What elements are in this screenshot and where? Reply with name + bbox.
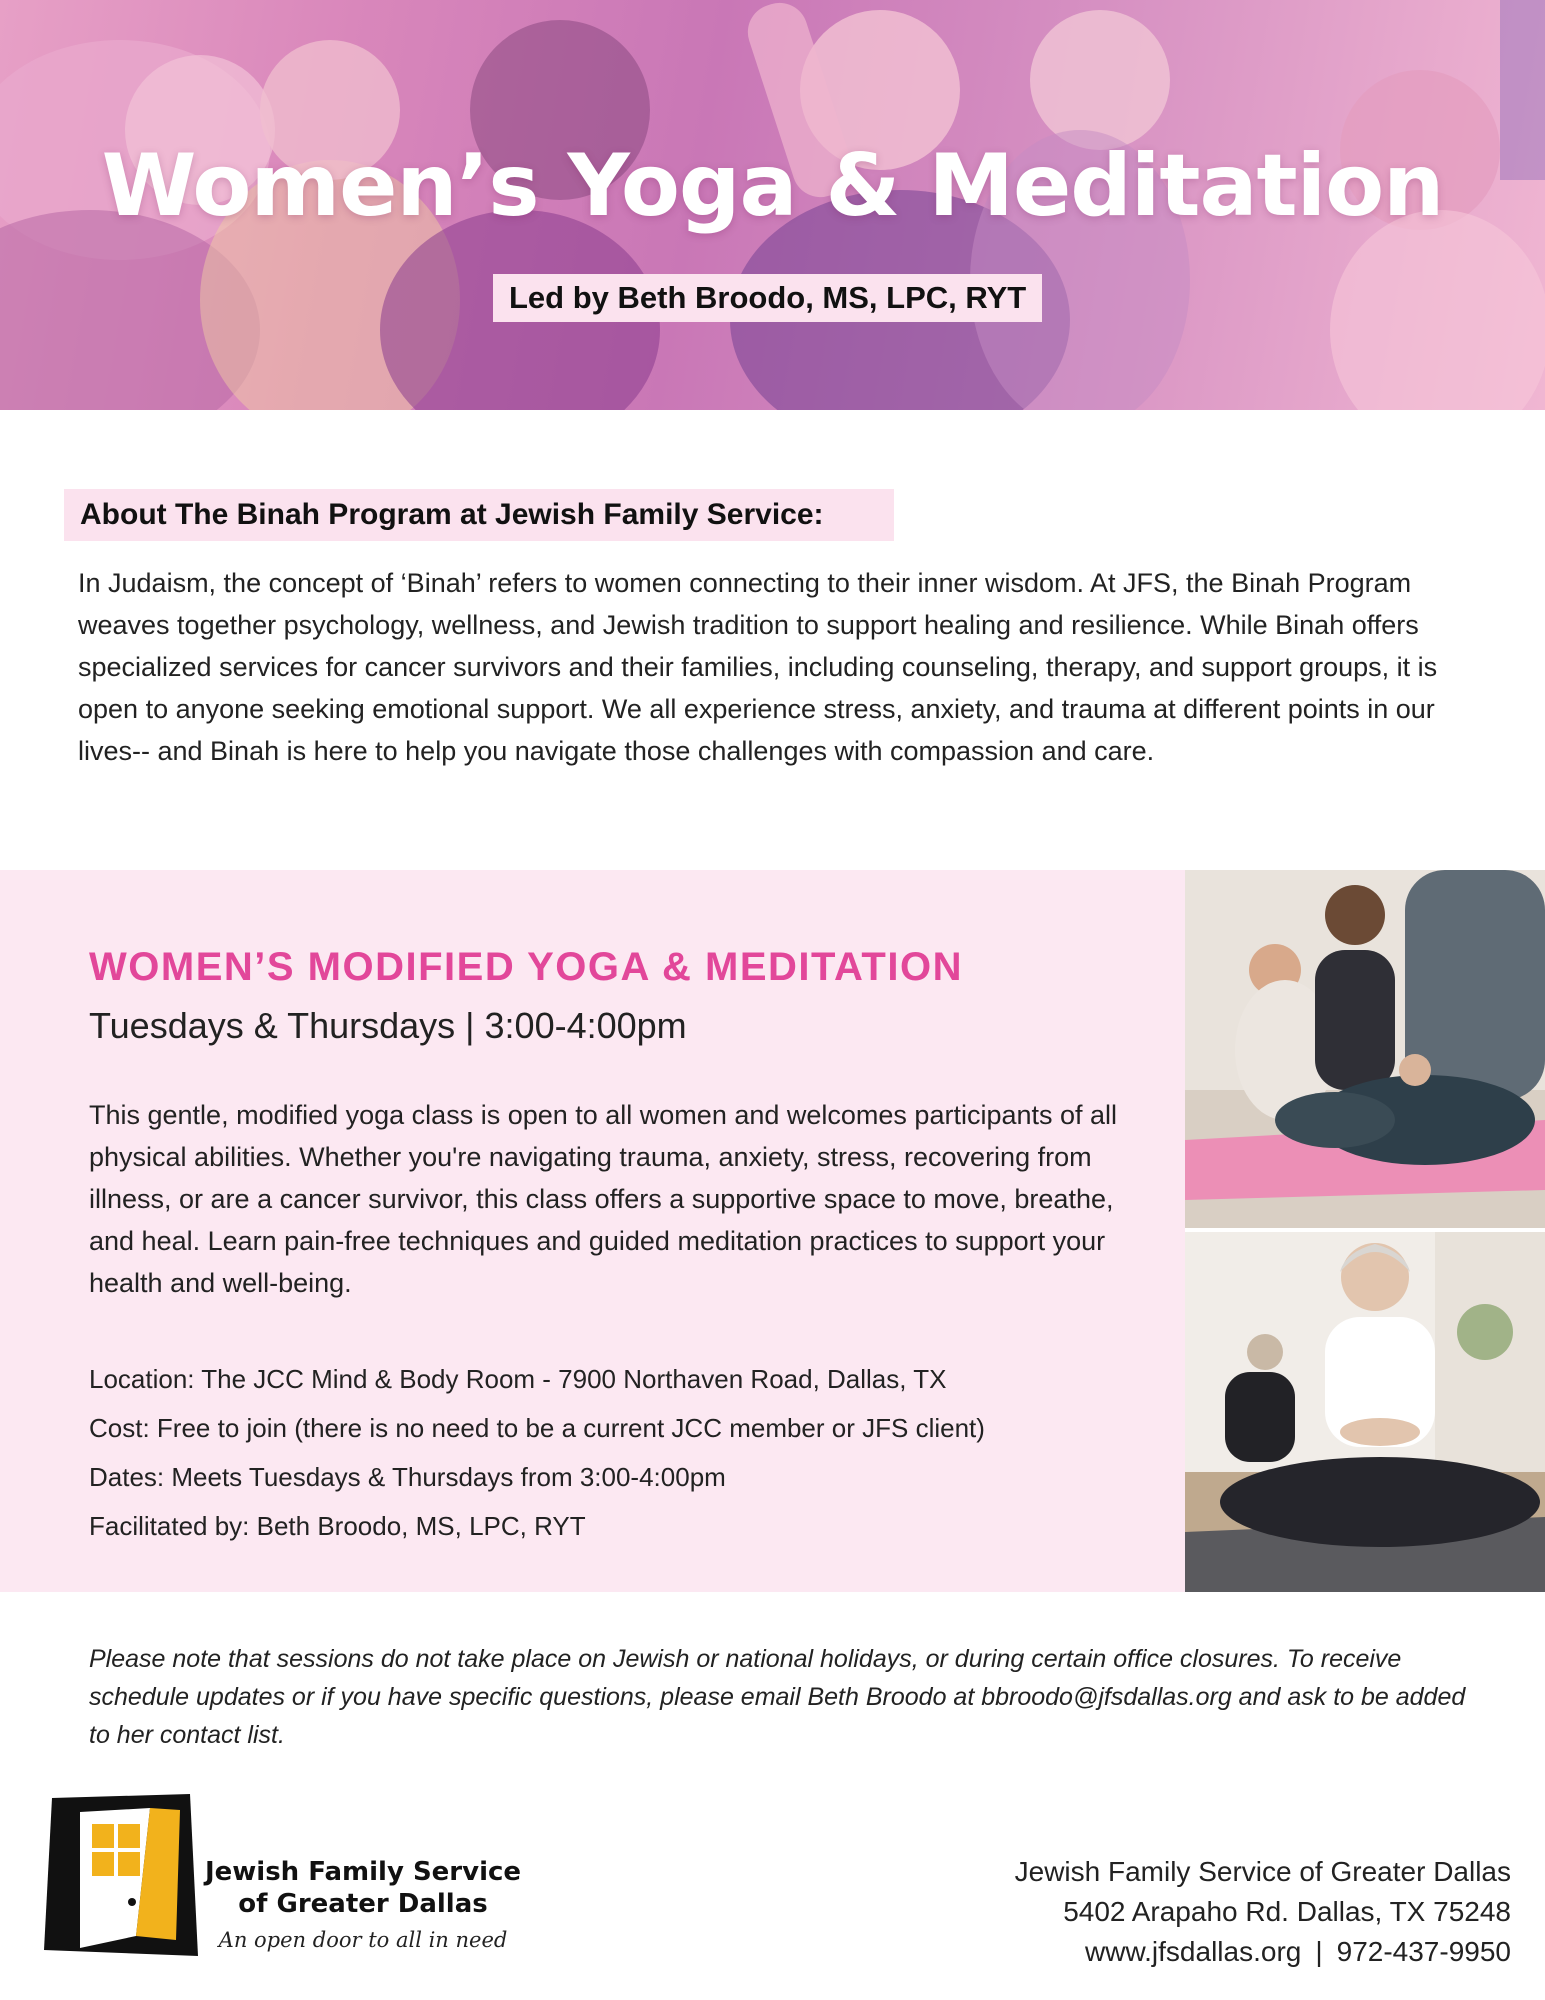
- class-description: This gentle, modified yoga class is open to all women and welcomes participants of all physical abilities. Whether you're navigating trauma, anxiety, stress, recovering from illness, or are a cancer survivor, this class offers a supportive space to move, breathe, and heal. Learn pain-free techniques and guided meditation practices to support your health and well-being.: [89, 1100, 1118, 1298]
- page-title: Women’s Yoga & Meditation: [101, 136, 1444, 236]
- detail-dates: Dates: Meets Tuesdays & Thursdays from 3:00-4:00pm: [89, 1462, 726, 1492]
- jfs-door-logo: [40, 1790, 200, 1960]
- website-link[interactable]: www.jfsdallas.org: [1085, 1936, 1302, 1967]
- meditation-photo: [1185, 1232, 1545, 1592]
- separator: |: [1315, 1936, 1323, 1967]
- detail-cost: Cost: Free to join (there is no need to be a current JCC member or JFS client): [89, 1413, 985, 1443]
- org-name: Jewish Family Service of Greater Dallas: [204, 1857, 522, 1919]
- class-title: WOMEN’S MODIFIED YOGA & MEDITATION: [89, 945, 963, 989]
- schedule-note: Please note that sessions do not take place on Jewish or national holidays, or during certain office closures. To receive schedule updates or if you have specific questions, please email Beth Broodo at bbroodo@jfsdallas.org and ask to be added to her contact list.: [89, 1645, 1466, 1749]
- detail-facilitator: Facilitated by: Beth Broodo, MS, LPC, RYT: [89, 1511, 586, 1541]
- contact-block: [1015, 1852, 1511, 1972]
- contact-web-phone: [1015, 1932, 1511, 1972]
- about-heading: About The Binah Program at Jewish Family Service:: [64, 489, 894, 541]
- facilitator-label: Led by Beth Broodo, MS, LPC, RYT: [493, 274, 1042, 322]
- detail-location: Location: The JCC Mind & Body Room - 7900 Northaven Road, Dallas, TX: [89, 1364, 947, 1394]
- class-schedule: Tuesdays & Thursdays | 3:00-4:00pm: [89, 1005, 687, 1046]
- phone-number: 972-437-9950: [1336, 1936, 1511, 1967]
- class-details: [89, 1355, 1169, 1551]
- org-tagline: An open door to all in need: [218, 1928, 508, 1952]
- hero-banner: [0, 0, 1545, 410]
- about-paragraph: In Judaism, the concept of ‘Binah’ refers to women connecting to their inner wisdom. At JFS, the Binah Program weaves together psychology, wellness, and Jewish tradition to support healing and resilience. While Binah offers specialized services for cancer survivors and their families, including counseling, therapy, and support groups, it is open to anyone seeking emotional support. We all experience stress, anxiety, and trauma at different points in our lives-- and Binah is here to help you navigate those challenges with compassion and care.: [78, 568, 1438, 766]
- yoga-mat-photo: [1185, 870, 1545, 1228]
- contact-address: 5402 Arapaho Rd. Dallas, TX 75248: [1063, 1896, 1511, 1927]
- contact-name: Jewish Family Service of Greater Dallas: [1014, 1856, 1511, 1887]
